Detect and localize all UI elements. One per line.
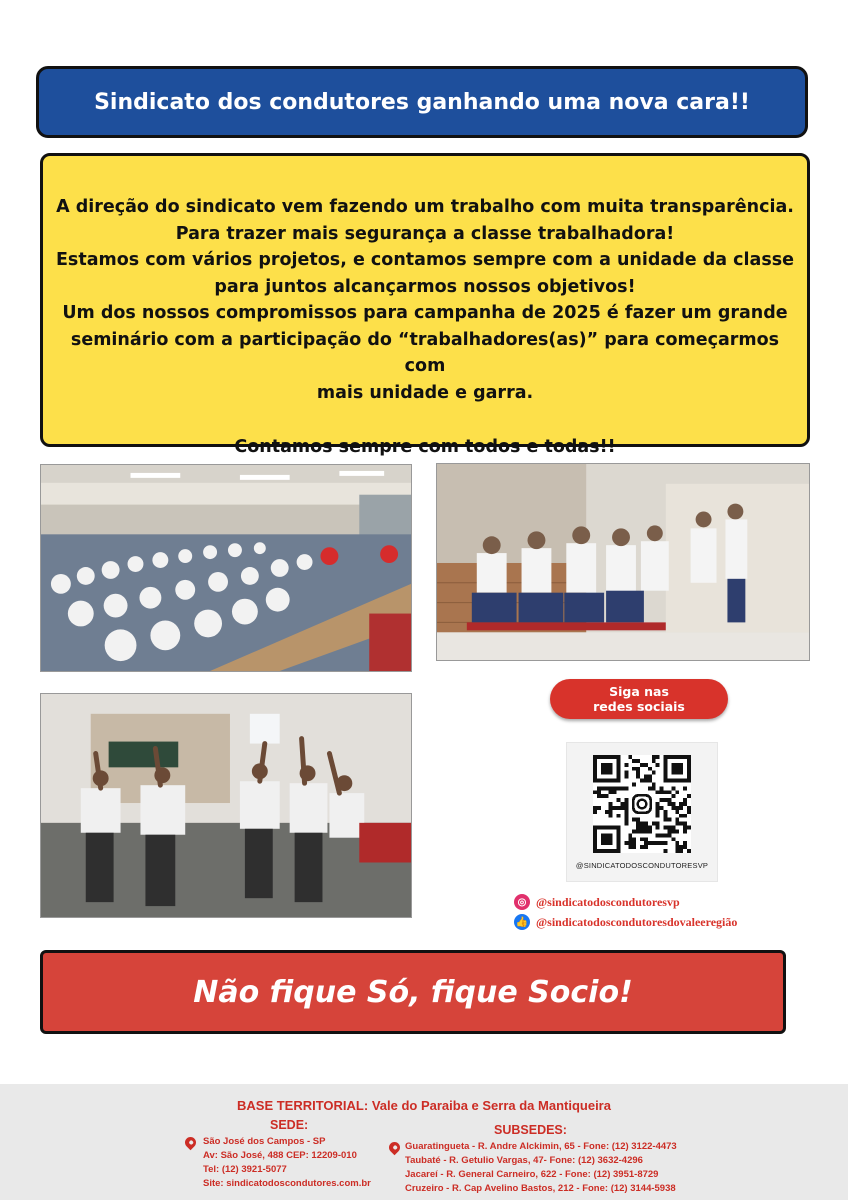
message-line: Para trazer mais segurança a classe trabalhadora! <box>175 223 675 244</box>
facebook-link[interactable] <box>514 913 737 931</box>
subsedes-addresses <box>405 1140 677 1196</box>
subsede-line: Guaratingueta - R. Andre Alckimin, 65 - Fone: (12) 3122-4473 <box>405 1141 677 1152</box>
cta-text: Não fique Só, fique Socio! <box>193 974 633 1010</box>
message-line: Um dos nossos compromissos para campanha de 2025 é fazer um grande <box>62 303 788 323</box>
instagram-handle: @sindicatodoscondutoresvp <box>536 894 680 909</box>
follow-social-line1: Siga nas <box>609 684 669 699</box>
message-closing: Contamos sempre com todos e todas!! <box>234 437 616 457</box>
sede-line: Tel: (12) 3921-5077 <box>203 1164 287 1175</box>
qr-code <box>593 755 691 853</box>
qr-handle-label: @SINDICATODOSCONDUTORESVP <box>575 861 709 870</box>
follow-social-line2: redes sociais <box>593 699 685 714</box>
message-line: mais unidade e garra. <box>316 382 534 403</box>
exercise-photo <box>40 693 412 918</box>
footer <box>0 1084 848 1200</box>
location-pin-icon <box>387 1140 403 1156</box>
sede-line: Av: São José, 488 CEP: 12209-010 <box>203 1150 357 1161</box>
header-title-banner <box>36 66 808 138</box>
message-panel <box>40 153 810 457</box>
subsede-line: Taubaté - R. Getulio Vargas, 47- Fone: (12) 3632-4296 <box>405 1155 643 1166</box>
message-line: para juntos alcançarmos nossos objetivos! <box>214 276 636 297</box>
sede-address <box>203 1135 371 1191</box>
group-bench-photo <box>436 463 810 661</box>
subsede-line: Cruzeiro - R. Cap Avelino Bastos, 212 - Fone: (12) 3144-5938 <box>405 1183 676 1194</box>
message-line: seminário com a participação do “trabalhadores(as)” para começarmos com <box>70 329 780 376</box>
follow-social-button[interactable] <box>550 679 728 719</box>
membership-cta-banner <box>40 950 786 1034</box>
subsede-line: Jacareí - R. General Carneiro, 622 - Fone: (12) 3951-8729 <box>405 1169 659 1180</box>
subsedes-heading: SUBSEDES: <box>494 1123 567 1137</box>
facebook-handle: @sindicatodoscondutoresdovaleeregião <box>536 914 738 929</box>
location-pin-icon <box>183 1135 199 1151</box>
thumbs-up-icon: 👍 <box>514 914 530 930</box>
sede-heading: SEDE: <box>270 1118 309 1132</box>
instagram-icon: ◎ <box>514 894 530 910</box>
sede-line: São José dos Campos - SP <box>203 1136 326 1147</box>
sede-website[interactable]: Site: sindicatodoscondutores.com.br <box>203 1178 371 1189</box>
message-line: Estamos com vários projetos, e contamos sempre com a unidade da classe <box>55 250 795 270</box>
base-territorial: BASE TERRITORIAL: Vale do Paraiba e Serra da Mantiqueira <box>237 1098 611 1113</box>
meeting-room-photo <box>40 464 412 672</box>
page-title: Sindicato dos condutores ganhando uma nova cara!! <box>94 89 750 115</box>
instagram-link[interactable] <box>514 893 680 911</box>
message-line: A direção do sindicato vem fazendo um trabalho com muita transparência. <box>56 197 794 217</box>
qr-code-card[interactable] <box>566 742 718 882</box>
